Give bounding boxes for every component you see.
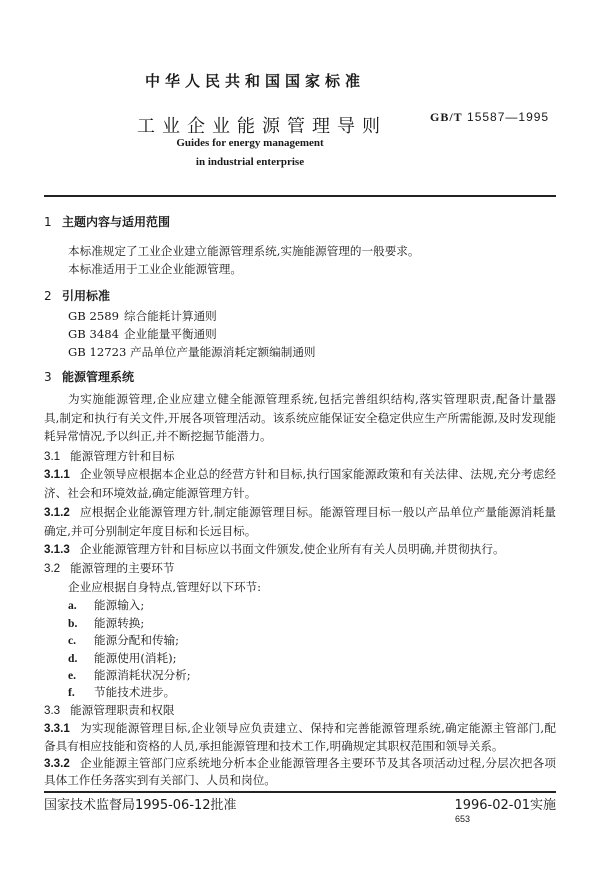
clause-number: 3.1	[44, 450, 61, 463]
section-title: 引用标准	[62, 289, 111, 303]
reference-code: GB 12723	[68, 345, 127, 359]
list-text: 能源使用(消耗);	[94, 651, 177, 665]
reference-name: 综合能耗计算通则	[124, 309, 217, 323]
reference-code: GB 2589	[68, 309, 119, 323]
approval-date: 国家技术监督局1995-06-12批准	[44, 798, 237, 813]
effective-date: 1996-02-01实施	[454, 798, 556, 813]
clause-number: 3.1.1	[44, 468, 70, 481]
list-item	[68, 632, 179, 648]
section-number: 3	[44, 370, 52, 384]
list-item	[68, 684, 175, 700]
document-title: 工业企业能源管理导则	[137, 116, 387, 137]
list-letter: e.	[68, 669, 77, 682]
list-text: 节能技术进步。	[94, 685, 176, 699]
clause-title: 能源管理职责和权限	[70, 703, 175, 717]
list-text: 能源消耗状况分析;	[94, 668, 191, 682]
list-item	[68, 615, 144, 631]
clause-number: 3.2	[44, 562, 61, 575]
english-title-line2: in industrial enterprise	[195, 156, 305, 168]
list-letter: d.	[68, 652, 78, 665]
clause-3-1-2-line2: 确定,并可分别制定年度目标和长远目标。	[44, 524, 257, 538]
footer-rule	[44, 791, 556, 793]
reference-item	[68, 343, 316, 361]
clause-3-3-2-line2: 具体工作任务落实到有关部门、人员和岗位。	[44, 773, 276, 787]
clause-number: 3.1.3	[44, 543, 70, 556]
clause-3-1-3	[44, 540, 505, 559]
list-letter: c.	[68, 634, 77, 647]
section-number: 2	[44, 289, 52, 303]
subsection-3-3-heading	[44, 701, 174, 720]
list-text: 能源分配和传输;	[94, 633, 180, 647]
clause-text: 应根据企业能源管理方针,制定能源管理目标。能源管理目标一般以产品单位产量能源消耗量	[79, 505, 556, 519]
page-number: 653	[455, 814, 471, 824]
section-3-heading	[44, 368, 134, 385]
paragraph-line: 为实施能源管理,企业应建立健全能源管理系统,包括完善组织结构,落实管理职责,配备计量器	[68, 392, 556, 406]
clause-3-3-1-line1	[44, 719, 556, 738]
list-item	[68, 597, 144, 613]
header-rule	[44, 195, 556, 197]
clause-3-1-1-line2: 济、社会和环境效益,确定能源管理方针。	[44, 486, 257, 500]
national-standard-label: 中华人民共和国国家标准	[145, 72, 366, 90]
paragraph-line: 本标准规定了工业企业建立能源管理系统,实施能源管理的一般要求。	[68, 244, 420, 258]
section-1-heading	[44, 213, 170, 230]
section-title: 能源管理系统	[62, 370, 135, 384]
clause-3-1-1-line1	[44, 465, 556, 484]
clause-text: 企业能源主管部门应系统地分析本企业能源管理各主要环节及其各项活动过程,分层次把各项	[79, 756, 556, 770]
clause-number: 3.3	[44, 704, 61, 717]
reference-name: 产品单位产量能源消耗定额编制通则	[130, 345, 316, 359]
code-prefix: GB/T	[430, 110, 463, 124]
list-item	[68, 650, 177, 666]
code-number: 15587—1995	[467, 110, 550, 124]
standard-code	[430, 110, 549, 125]
clause-text: 企业领导应根据本企业总的经营方针和目标,执行国家能源政策和有关法律、法规,充分考虑经	[79, 467, 556, 481]
paragraph-line: 耗异常情况,予以纠正,并不断挖掘节能潜力。	[44, 429, 272, 443]
english-title-line1: Guides for energy management	[176, 137, 324, 149]
clause-number: 3.1.2	[44, 506, 70, 519]
clause-title: 能源管理的主要环节	[70, 561, 175, 575]
clause-intro: 企业应根据自身特点,管理好以下环节:	[68, 580, 262, 594]
subsection-3-1-heading	[44, 447, 174, 466]
clause-3-1-2-line1	[44, 503, 556, 522]
list-letter: b.	[68, 617, 78, 630]
list-item	[68, 667, 191, 683]
section-2-heading	[44, 287, 110, 304]
section-title: 主题内容与适用范围	[62, 215, 171, 229]
subsection-3-2-heading	[44, 559, 174, 578]
clause-number: 3.3.2	[44, 757, 70, 770]
list-letter: a.	[68, 599, 77, 612]
list-text: 能源输入;	[94, 598, 145, 612]
section-number: 1	[44, 215, 52, 229]
list-letter: f.	[68, 686, 75, 699]
reference-item	[68, 325, 217, 343]
reference-code: GB 3484	[68, 327, 119, 341]
clause-title: 能源管理方针和目标	[70, 449, 175, 463]
clause-3-3-1-line2: 备具有相应技能和资格的人员,承担能源管理和技术工作,明确规定其职权范围和领导关系。	[44, 739, 504, 753]
paragraph-line: 本标准适用于工业企业能源管理。	[68, 262, 242, 276]
clause-text: 为实现能源管理目标,企业领导应负责建立、保持和完善能源管理系统,确定能源主管部门,配	[79, 721, 556, 735]
paragraph-line: 具,制定和执行有关文件,开展各项管理活动。该系统应能保证安全稳定供应生产所需能源,及时发现能	[44, 411, 556, 425]
clause-number: 3.3.1	[44, 722, 70, 735]
reference-item	[68, 307, 217, 325]
reference-name: 企业能量平衡通则	[124, 327, 217, 341]
clause-text: 企业能源管理方针和目标应以书面文件颁发,使企业所有有关人员明确,并贯彻执行。	[79, 542, 505, 556]
list-text: 能源转换;	[94, 616, 145, 630]
